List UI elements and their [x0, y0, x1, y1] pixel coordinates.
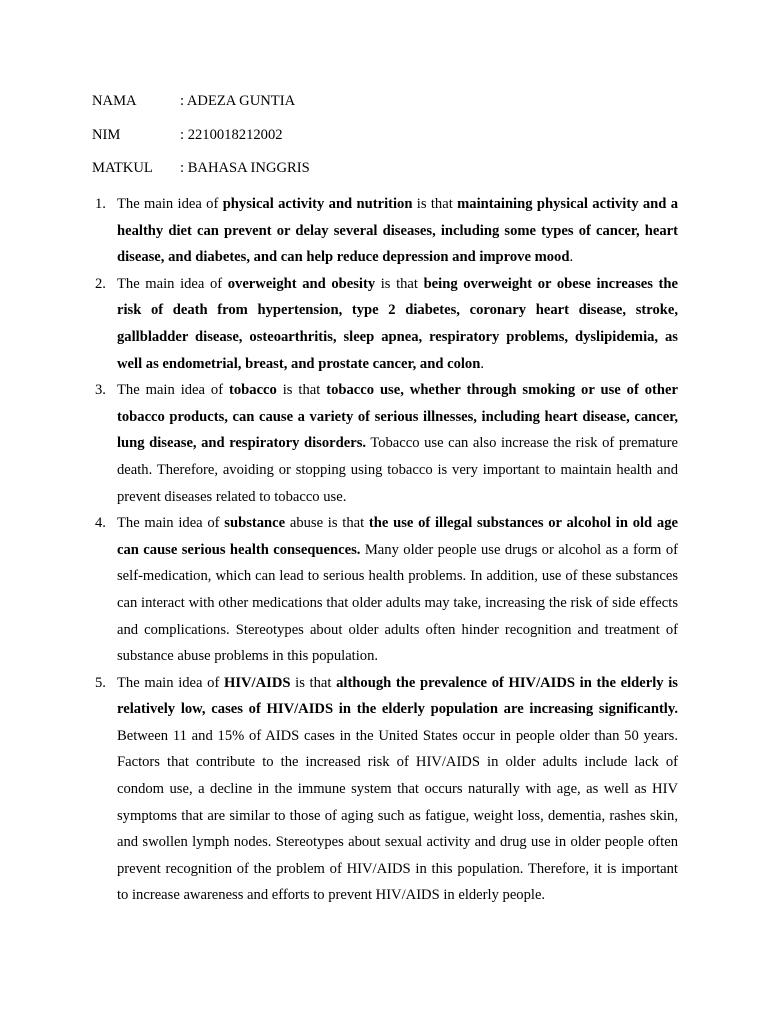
list-item [92, 670, 678, 909]
list-item [92, 510, 678, 670]
item-number: 5. [95, 674, 106, 691]
course-label: MATKUL [92, 160, 153, 176]
item-text [117, 276, 678, 372]
text-segment: The main idea of [117, 196, 223, 212]
text-segment: is that [276, 382, 327, 399]
list-item [92, 191, 678, 271]
text-segment: Many older people use drugs or alcohol as a form of self-medication, which can lead to serious health problems. In addition, use of these substances can interact with other medications that older adults may take, increasing the risk of side effects and complications. Stereotypes about older adults often hinder recognition and treatment of substance abuse problems in this population. [117, 541, 678, 665]
text-segment: abuse is that [285, 515, 369, 532]
nim-label: NIM [92, 126, 121, 143]
bold-topic: physical activity and nutrition [222, 196, 413, 212]
header-row-name [92, 91, 692, 125]
item-number: 1. [95, 196, 106, 212]
item-text [117, 196, 678, 265]
course-value: : BAHASA INGGRIS [180, 160, 310, 176]
bold-main-idea: the use of illegal substances or alcohol in old age can cause serious health consequences. [117, 515, 678, 558]
bold-topic: tobacco [229, 382, 277, 399]
text-segment: is that [375, 275, 424, 292]
nim-value: : 2210018212002 [180, 126, 283, 143]
bold-main-idea: although the prevalence of HIV/AIDS in the elderly is relatively low, cases of HIV/AIDS in the elderly population are increasing significantly. [117, 674, 678, 718]
bold-main-idea: tobacco use, whether through smoking or use of other tobacco products, can cause a variety of serious illnesses, including heart disease, cancer, lung disease, and respiratory disorders. [117, 382, 678, 452]
item-number: 4. [95, 515, 106, 532]
list-item [92, 377, 678, 510]
text-segment: . [480, 355, 485, 372]
list-item [92, 271, 678, 377]
item-text [117, 515, 678, 664]
text-segment: . [569, 249, 574, 266]
text-segment: Tobacco use can also increase the risk of premature death. Therefore, avoiding or stopping using tobacco is very important to maintain health and prevent diseases related to tobacco use. [117, 435, 678, 505]
item-number: 2. [95, 275, 106, 292]
header-row-course [92, 158, 692, 192]
text-segment: The main idea of [117, 382, 229, 399]
header-row-nim [92, 125, 692, 159]
item-number: 3. [95, 382, 106, 399]
bold-topic: HIV/AIDS [223, 674, 291, 691]
text-segment: The main idea of [117, 674, 224, 691]
text-segment: The main idea of [117, 515, 225, 532]
text-segment: is that [290, 674, 337, 691]
main-idea-list [92, 191, 678, 909]
name-value: : ADEZA GUNTIA [180, 93, 296, 109]
text-segment: is that [412, 196, 458, 212]
text-segment: Between 11 and 15% of AIDS cases in the United States occur in people older than 50 years. Factors that contribute to the increased risk of HIV/AIDS in older adults include lack of condom use, a decline in the immune system that occurs naturally with age, as well as HIV symptoms that are similar to those of aging such as fatigue, weight loss, dementia, rashes skin, and swollen lymph nodes. Stereotypes about sexual activity and drug use in older people often prevent recognition of the problem of HIV/AIDS in this population. Therefore, it is important to increase awareness and efforts to prevent HIV/AIDS in elderly people. [117, 727, 678, 904]
bold-topic: overweight and obesity [227, 275, 376, 292]
student-info-header [92, 91, 692, 192]
bold-main-idea: being overweight or obese increases the risk of death from hypertension, type 2 diabetes, coronary heart disease, stroke, gallbladder disease, osteoarthritis, sleep apnea, respiratory problems, dyslipidemia, as well as endometrial, breast, and prostate cancer, and colon [117, 275, 678, 372]
item-text [117, 382, 678, 504]
item-text [117, 675, 678, 904]
bold-topic: substance [224, 515, 286, 532]
bold-main-idea: maintaining physical activity and a healthy diet can prevent or delay several diseases, including some types of cancer, heart disease, and diabetes, and can help reduce depression and improve mood [117, 196, 678, 266]
text-segment: The main idea of [117, 275, 228, 292]
name-label: NAMA [92, 93, 137, 109]
